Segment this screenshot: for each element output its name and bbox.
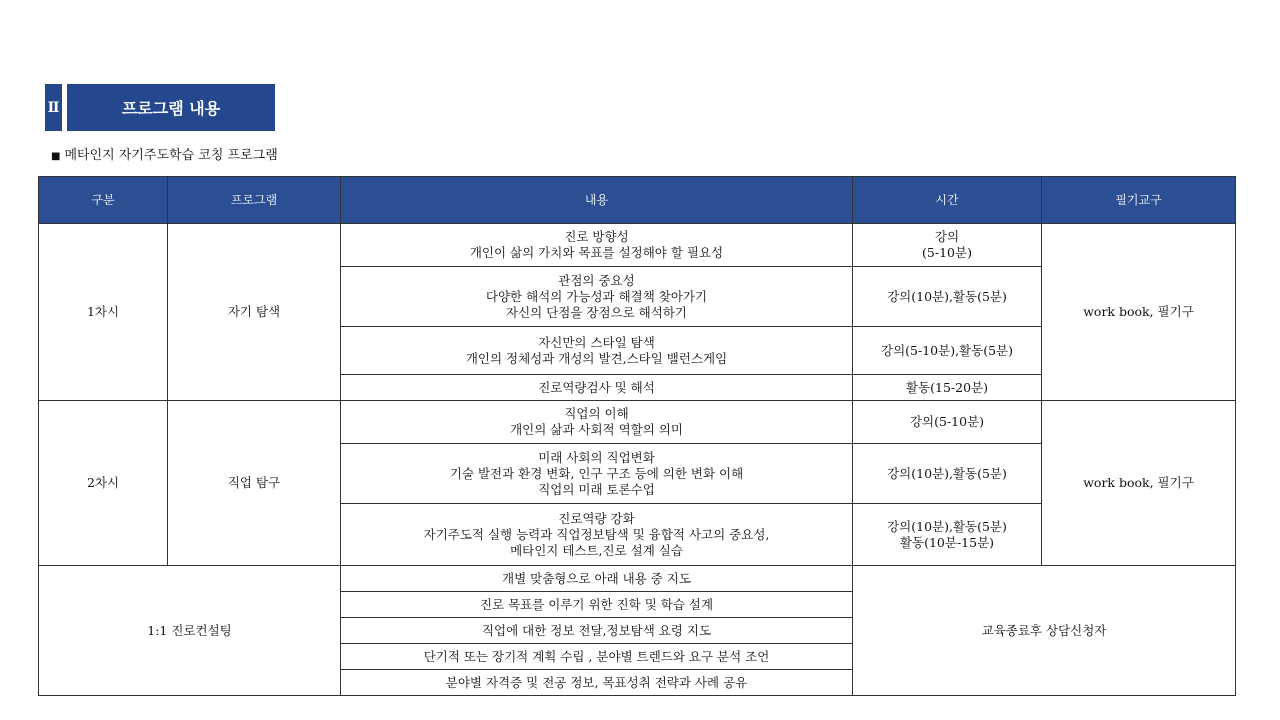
- content-line: 진로역량 강화: [558, 510, 635, 526]
- time-line: (5-10분): [922, 245, 972, 260]
- table-row: [39, 401, 1236, 444]
- tools-cell: work book, 필기구: [1042, 224, 1236, 401]
- content-line: 진로역량검사 및 해석: [538, 379, 655, 395]
- content-cell: [341, 327, 853, 375]
- time-cell: [853, 401, 1042, 444]
- content-line: 직업의 미래 토론수업: [538, 481, 655, 497]
- consulting-item: 진로 목표를 이루기 위한 진학 및 학습 설계: [341, 592, 853, 618]
- content-line: 개인의 정체성과 개성의 발견,스타일 밸런스게임: [465, 350, 728, 366]
- time-cell: [853, 504, 1042, 566]
- time-line: 강의(10분),활동(5분): [887, 518, 1007, 534]
- session-program: 자기 탐색: [168, 224, 341, 401]
- content-cell: [341, 504, 853, 566]
- content-cell: [341, 224, 853, 267]
- time-cell: [853, 224, 1042, 267]
- subtitle: [51, 144, 278, 163]
- table-row: [39, 224, 1236, 267]
- header-tools: 필기교구: [1042, 177, 1236, 224]
- consulting-item: 단기적 또는 장기적 계획 수립 , 분야별 트렌드와 요구 분석 조언: [341, 644, 853, 670]
- content-line: 관점의 중요성: [558, 272, 635, 288]
- content-cell: [341, 444, 853, 504]
- time-line: 강의: [934, 229, 960, 244]
- content-line: 다양한 해석의 가능성과 해결책 찾아가기: [485, 288, 708, 304]
- time-line: 강의(5-10분): [909, 414, 985, 429]
- time-line: 활동(15-20분): [905, 379, 988, 395]
- table-header-row: [39, 177, 1236, 224]
- content-cell: [341, 401, 853, 444]
- time-line: 강의(5-10분),활동(5분): [881, 342, 1013, 358]
- session-label: 2차시: [39, 401, 168, 566]
- content-line: 자신의 단점을 장점으로 해석하기: [506, 304, 687, 320]
- content-line: 개인이 삶의 가치와 목표를 설정해야 할 필요성: [469, 245, 724, 260]
- table-row: [39, 566, 1236, 592]
- content-line: 진로 방향성: [564, 229, 629, 244]
- content-line: 자기주도적 실행 능력과 직업정보탐색 및 융합적 사고의 중요성,: [423, 526, 770, 542]
- header-program: 프로그램: [168, 177, 341, 224]
- content-line: 직업의 이해: [564, 406, 629, 421]
- content-line: 미래 사회의 직업변화: [538, 449, 655, 465]
- content-line: 자신만의 스타일 탐색: [538, 334, 655, 350]
- content-cell: [341, 375, 853, 401]
- time-line: 강의(10분),활동(5분): [887, 288, 1007, 304]
- section-title: 프로그램 내용: [67, 84, 275, 131]
- session-label: 1차시: [39, 224, 168, 401]
- time-line: 활동(10분-15분): [899, 534, 995, 550]
- content-line: 기술 발전과 환경 변화, 인구 구조 등에 의한 변화 이해: [449, 465, 744, 481]
- consulting-item: 직업에 대한 정보 전달,정보탐색 요령 지도: [341, 618, 853, 644]
- time-cell: [853, 327, 1042, 375]
- consulting-item: 개별 맞춤형으로 아래 내용 중 지도: [341, 566, 853, 592]
- time-line: 강의(10분),활동(5분): [887, 465, 1007, 481]
- time-cell: [853, 444, 1042, 504]
- consulting-note: 교육종료후 상담신청자: [853, 566, 1236, 696]
- square-bullet-icon: ■: [51, 151, 61, 162]
- header-category: 구분: [39, 177, 168, 224]
- content-cell: [341, 267, 853, 327]
- content-line: 메타인지 테스트,진로 설계 실습: [510, 542, 683, 558]
- subtitle-text: 메타인지 자기주도학습 코칭 프로그램: [64, 148, 278, 163]
- header-content: 내용: [341, 177, 853, 224]
- content-line: 개인의 삶과 사회적 역할의 의미: [510, 422, 683, 437]
- time-cell: [853, 375, 1042, 401]
- program-table: [38, 176, 1236, 696]
- consulting-label: 1:1 진로컨설팅: [39, 566, 341, 696]
- time-cell: [853, 267, 1042, 327]
- section-number: Ⅱ: [45, 84, 62, 131]
- tools-cell: work book, 필기구: [1042, 401, 1236, 566]
- consulting-item: 분야별 자격증 및 전공 정보, 목표성취 전략과 사례 공유: [341, 670, 853, 696]
- session-program: 직업 탐구: [168, 401, 341, 566]
- header-time: 시간: [853, 177, 1042, 224]
